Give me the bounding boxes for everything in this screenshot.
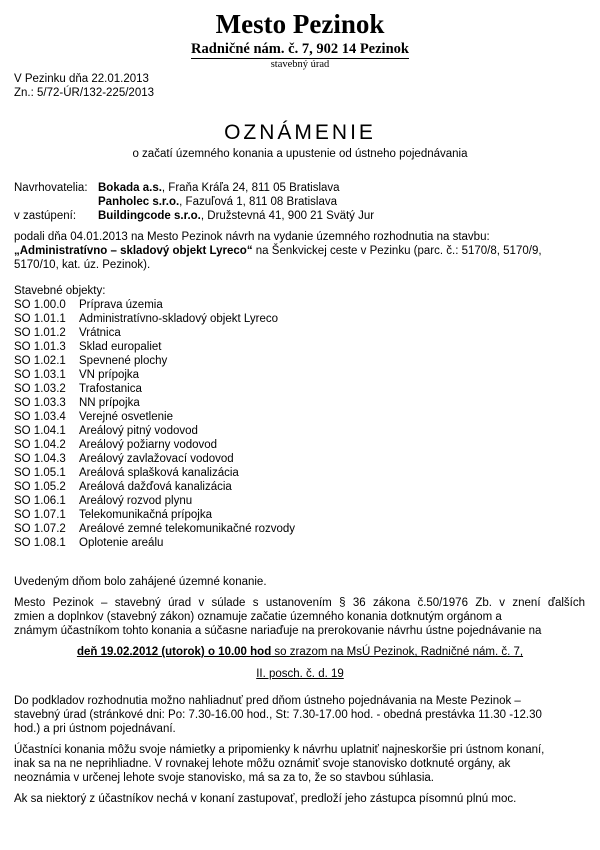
object-row: [14, 508, 574, 522]
office-address-text: Radničné nám. č. 7, 902 14 Pezinok: [191, 41, 409, 57]
law-paragraph: [14, 596, 585, 638]
started-statement: Uvedeným dňom bolo zahájené územné konanie.: [14, 576, 267, 588]
object-name: Oplotenie areálu: [79, 537, 164, 549]
object-name: Vrátnica: [79, 327, 121, 339]
law-line-2: zmien a doplnkov (stavebný zákon) oznamuje začatie územného konania dotknutým orgánom a: [14, 611, 502, 623]
project-name: „Administratívno – skladový objekt Lyreco“: [14, 245, 253, 257]
object-code: SO 1.07.1: [14, 509, 66, 521]
objections-line-1: Účastníci konania môžu svoje námietky a pripomienky k návrhu uplatniť najneskoršie pri ústnom konaní,: [14, 744, 545, 756]
object-row: [14, 494, 574, 508]
representative-label: v zastúpení:: [14, 210, 77, 222]
applicant-2: [98, 195, 337, 209]
object-name: Verejné osvetlenie: [79, 411, 173, 423]
object-row: [14, 340, 574, 354]
object-code: SO 1.07.2: [14, 523, 66, 535]
object-name: Príprava územia: [79, 299, 163, 311]
notice-heading: OZNÁMENIE: [224, 121, 376, 144]
law-line-1: Mesto Pezinok – stavebný úrad v súlade s ustanovením § 36 zákona č.50/1976 Zb. v znení ďalších: [14, 597, 585, 609]
applicant-2-name: Panholec s.r.o.: [98, 196, 180, 208]
object-row: [14, 522, 574, 536]
date-line: V Pezinku dňa 22.01.2013: [14, 73, 149, 85]
parties-block: [14, 181, 590, 223]
object-name: Trafostanica: [79, 383, 142, 395]
objections-line-2: inak sa na ne neprihliadne. V rovnakej lehote môžu oznámiť svoje stanovisko dotknuté orgány, ak: [14, 758, 511, 770]
object-row: [14, 382, 574, 396]
object-name: Administratívno-skladový objekt Lyreco: [79, 313, 278, 325]
object-code: SO 1.04.2: [14, 439, 66, 451]
applicant-2-address: , Fazuľová 1, 811 08 Bratislava: [179, 196, 338, 208]
representative: [98, 209, 374, 223]
representative-name: Buildingcode s.r.o.: [98, 210, 201, 222]
object-row: [14, 368, 574, 382]
object-row: [14, 298, 574, 312]
objects-title: Stavebné objekty:: [14, 285, 106, 297]
hearing-date-text: [77, 646, 523, 658]
object-name: Areálová splašková kanalizácia: [79, 467, 239, 479]
object-code: SO 1.08.1: [14, 537, 66, 549]
documents-line-2: stavebný úrad (stránkové dni: Po: 7.30-16.00 hod., St: 7.30-17.00 hod. - obedná prestávka 11.30 -12.30: [14, 709, 542, 721]
applicant-1: [98, 181, 340, 195]
proposal-line-2-rest: na Šenkvickej ceste v Pezinku (parc. č.: 5170/8, 5170/9,: [252, 245, 542, 257]
representative-row: [14, 209, 590, 223]
proposal-line-3: 5170/10, kat. úz. Pezinok).: [14, 259, 151, 271]
object-name: Areálový pitný vodovod: [79, 425, 198, 437]
object-code: SO 1.03.4: [14, 411, 66, 423]
object-row: [14, 354, 574, 368]
object-name: Spevnené plochy: [79, 355, 168, 367]
object-code: SO 1.05.1: [14, 467, 66, 479]
notice-subheading: o začatí územného konania a upustenie od ústneho pojednávania: [132, 148, 468, 160]
object-name: Areálový rozvod plynu: [79, 495, 193, 507]
object-code: SO 1.01.2: [14, 327, 66, 339]
proposal-line-1: podali dňa 04.01.2013 na Mesto Pezinok návrh na vydanie územného rozhodnutia na stavbu:: [14, 231, 490, 243]
applicant-row-2: [14, 195, 590, 209]
applicant-row-1: [14, 181, 590, 195]
documents-line-1: Do podkladov rozhodnutia možno nahliadnuť pred dňom ústneho pojednávania na Meste Pezinok –: [14, 695, 521, 707]
object-code: SO 1.01.3: [14, 341, 66, 353]
hearing-date: [0, 645, 600, 659]
object-row: [14, 452, 574, 466]
hearing-date-bold: deň 19.02.2012 (utorok) o 10.00 hod: [76, 646, 272, 658]
proposal-paragraph: [14, 230, 585, 272]
object-code: SO 1.05.2: [14, 481, 66, 493]
objects-list: [14, 298, 574, 550]
proposal-line-2: [14, 244, 585, 258]
applicant-1-address: , Fraňa Kráľa 24, 811 05 Bratislava: [161, 182, 340, 194]
object-code: SO 1.03.2: [14, 383, 66, 395]
applicant-1-name: Bokada a.s.: [98, 182, 162, 194]
object-code: SO 1.06.1: [14, 495, 66, 507]
hearing-room: [0, 667, 600, 681]
object-name: Telekomunikačná prípojka: [79, 509, 212, 521]
office-name: stavebný úrad: [270, 59, 330, 70]
representation-paragraph: Ak sa niektorý z účastníkov nechá v konaní zastupovať, predloží jeho zástupca písomnú plnú moc.: [14, 793, 517, 805]
hearing-place: so zrazom na MsÚ Pezinok, Radničné nám. č. 7,: [271, 646, 524, 658]
object-name: NN prípojka: [79, 397, 140, 409]
object-code: SO 1.02.1: [14, 355, 66, 367]
object-row: [14, 466, 574, 480]
object-code: SO 1.03.1: [14, 369, 66, 381]
object-name: Areálové zemné telekomunikačné rozvody: [79, 523, 296, 535]
object-row: [14, 438, 574, 452]
documents-paragraph: [14, 694, 585, 736]
documents-line-3: hod.) a pri ústnom pojednávaní.: [14, 723, 176, 735]
object-code: SO 1.00.0: [14, 299, 66, 311]
object-row: [14, 396, 574, 410]
representative-address: , Družstevná 41, 900 21 Svätý Jur: [200, 210, 375, 222]
object-code: SO 1.03.3: [14, 397, 66, 409]
object-row: [14, 424, 574, 438]
law-line-3: známym účastníkom tohto konania a súčasne nariaďuje na prerokovanie návrhu ústne pojednávanie na: [14, 625, 542, 637]
reference-number: Zn.: 5/72-ÚR/132-225/2013: [14, 87, 155, 99]
object-row: [14, 410, 574, 424]
object-row: [14, 312, 574, 326]
object-name: Areálová dažďová kanalizácia: [79, 481, 232, 493]
object-code: SO 1.04.1: [14, 425, 66, 437]
object-code: SO 1.01.1: [14, 313, 66, 325]
object-code: SO 1.04.3: [14, 453, 66, 465]
objections-line-3: neoznámia v určenej lehote svoje stanovisko, má sa za to, že so stavbou súhlasia.: [14, 772, 434, 784]
city-title: Mesto Pezinok: [215, 9, 385, 39]
applicants-label: Navrhovatelia:: [14, 182, 88, 194]
object-row: [14, 326, 574, 340]
object-row: [14, 480, 574, 494]
hearing-room-text: II. posch. č. d. 19: [256, 668, 344, 680]
object-name: Areálový zavlažovací vodovod: [79, 453, 234, 465]
objections-paragraph: [14, 743, 585, 785]
object-name: Areálový požiarny vodovod: [79, 439, 218, 451]
object-row: [14, 536, 574, 550]
object-name: VN prípojka: [79, 369, 140, 381]
object-name: Sklad europaliet: [79, 341, 162, 353]
office-address: [0, 40, 600, 59]
